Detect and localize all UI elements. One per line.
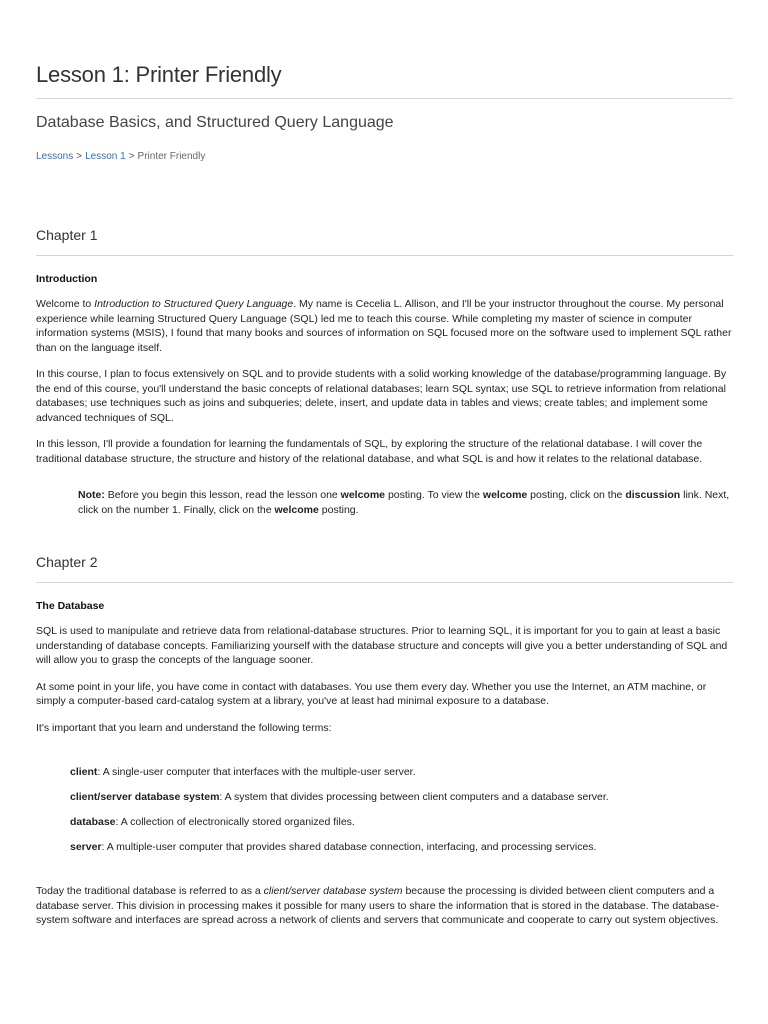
client-server-emphasis: client/server database system (263, 885, 403, 897)
chapter-2-divider (36, 582, 733, 583)
intro-paragraph-1: Welcome to Introduction to Structured Query Language. My name is Cecelia L. Allison, and I'll be your instructor throughout the course. My personal experience while learning Structured Query Language (SQL) led me to teach this course. While completing my master of science in computer information systems (MSIS), I found that many books and sources of information on SQL focused more on the software used to implement SQL rather than on the language itself. (36, 298, 732, 354)
breadcrumb-separator: > (76, 151, 83, 162)
breadcrumb-lessons-link[interactable]: Lessons (36, 151, 74, 162)
page-subtitle: Database Basics, and Structured Query Language (36, 114, 394, 131)
chapter-2-heading: Chapter 2 (36, 554, 98, 570)
title-divider (36, 98, 733, 99)
term-item: client/server database system: A system that divides processing between client computers and a database server. (70, 791, 609, 803)
chapter-1-divider (36, 255, 733, 256)
note-block: Note: Before you begin this lesson, read the lesson one welcome posting. To view the welcome posting, click on the discussion link. Next, click on the number 1. Finally, click on the welcome posting. (78, 489, 730, 516)
the-database-heading: The Database (36, 600, 105, 612)
term-item: database: A collection of electronically stored organized files. (70, 816, 355, 828)
intro-paragraph-3: In this lesson, I'll provide a foundation for learning the fundamentals of SQL, by exploring the structure of the relational database. I will cover the traditional database structure, the structure and history of the relational database, and what SQL is and how it relates to the relational database. (36, 438, 703, 465)
breadcrumb-separator: > (128, 151, 135, 162)
breadcrumb (36, 151, 733, 162)
chapter-1-heading: Chapter 1 (36, 227, 98, 243)
term-name: server (70, 841, 102, 853)
terms-list (70, 765, 733, 854)
note-label: Note: (78, 489, 105, 501)
intro-paragraph-2: In this course, I plan to focus extensively on SQL and to provide students with a solid working knowledge of the database/programming language. By the end of this course, you'll understand the basic concepts of relational databases; learn SQL syntax; use SQL to retrieve information from relational databases; use techniques such as joins and subqueries; delete, insert, and update data in tables and views; create tables; and implement some advanced techniques of SQL. (36, 368, 727, 424)
introduction-heading: Introduction (36, 273, 98, 285)
term-name: client (70, 766, 98, 778)
discussion-keyword: discussion (625, 489, 681, 501)
database-paragraph-4: Today the traditional database is referred to as a client/server database system because the processing is divided between client computers and a database server. This division in processing makes it possible for many users to share the information that is stored in the database. The database-system software and interfaces are spread across a network of clients and servers that communicate and cooperate to carry out system objectives. (36, 885, 720, 926)
database-paragraph-3: It's important that you learn and understand the following terms: (36, 721, 332, 734)
course-title-emphasis: Introduction to Structured Query Language (94, 298, 294, 310)
term-name: client/server database system (70, 791, 220, 803)
database-paragraph-2: At some point in your life, you have come in contact with databases. You use them every day. Whether you use the Internet, an ATM machine, or simply a computer-based card-catalog system at a library, you've at least had minimal exposure to a database. (36, 680, 707, 707)
term-name: database (70, 816, 116, 828)
database-paragraph-1: SQL is used to manipulate and retrieve data from relational-database structures. Prior to learning SQL, it is important for you to gain at least a basic understanding of database concepts. Familiarizing yourself with the database structure and concepts will give you a better understanding of SQL and will allow you to grasp the concepts of the language sooner. (36, 625, 728, 666)
page-title: Lesson 1: Printer Friendly (36, 62, 282, 87)
breadcrumb-lesson1-link[interactable]: Lesson 1 (85, 151, 126, 162)
term-item: client: A single-user computer that interfaces with the multiple-user server. (70, 766, 416, 778)
breadcrumb-current: Printer Friendly (137, 151, 206, 162)
term-item: server: A multiple-user computer that provides shared database connection, interfacing, and processing services. (70, 841, 597, 853)
